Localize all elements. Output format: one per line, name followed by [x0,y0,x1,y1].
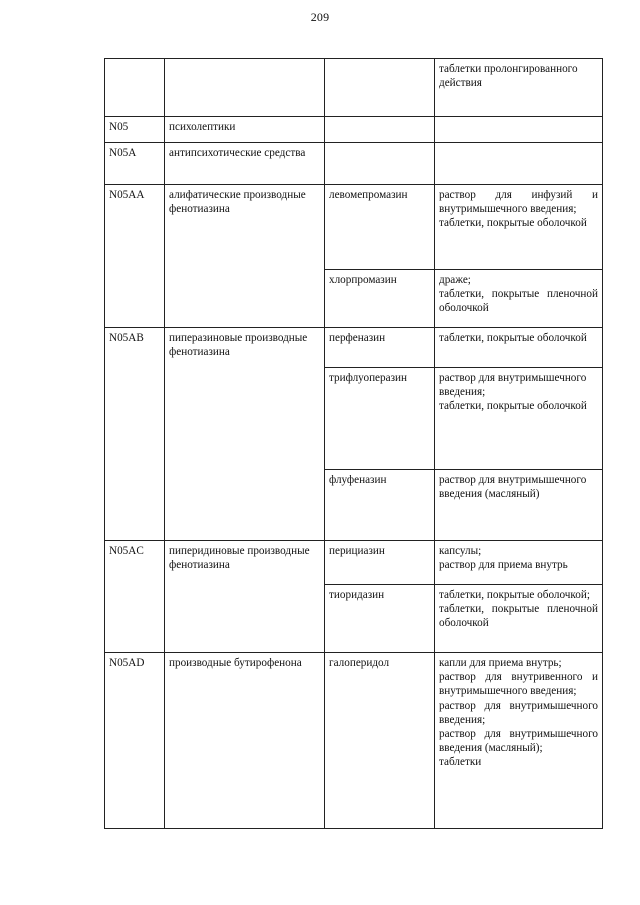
table-row [105,328,603,368]
atc-code-cell: N05A [105,143,165,185]
dosage-form: таблетки, покрытые оболочкой [439,332,587,344]
page-number: 209 [310,10,330,24]
dosage-forms-cell [435,270,603,328]
substance-cell [325,143,435,185]
table-row [105,653,603,829]
dosage-form: раствор для приема внутрь [439,559,568,572]
group-name-cell: психолептики [165,117,325,143]
group-name-cell: производные бутирофенона [165,653,325,829]
dosage-form: раствор для внутримышечного введения; [439,372,587,399]
group-name-cell: пиперидиновые производные фенотиазина [165,541,325,653]
substance-cell: тиоридазин [325,585,435,653]
dosage-form: таблетки, покрытые оболочкой; [439,589,590,601]
dosage-forms-cell [435,541,603,585]
dosage-forms-cell [435,368,603,470]
group-name-cell [165,59,325,117]
substance-cell [325,117,435,143]
substance-cell: хлорпромазин [325,270,435,328]
dosage-forms-cell [435,328,603,368]
atc-code-cell: N05AA [105,185,165,328]
atc-code-cell: N05AB [105,328,165,541]
drug-classification-table [104,58,603,829]
atc-code-cell: N05 [105,117,165,143]
dosage-form: раствор для внутримышечного введения; [439,699,598,726]
dosage-form: таблетки, покрытые пленочной оболочкой [439,603,598,630]
table-row [105,143,603,185]
dosage-form: раствор для внутримышечного введения (масляный); [439,728,598,755]
atc-code-cell [105,59,165,117]
atc-code-cell: N05AD [105,653,165,829]
table-row [105,185,603,270]
group-name-cell: алифатические производные фенотиазина [165,185,325,328]
table-row [105,541,603,585]
dosage-form: таблетки, покрытые оболочкой [439,217,587,230]
substance-cell [325,59,435,117]
dosage-forms-cell [435,653,603,829]
group-name-cell: пиперазиновые производные фенотиазина [165,328,325,541]
substance-cell: перфеназин [325,328,435,368]
dosage-form: раствор для внутримышечного введения (масляный) [439,474,587,501]
substance-cell: галоперидол [325,653,435,829]
dosage-form: таблетки, покрытые пленочной оболочкой [439,288,598,315]
dosage-form: капли для приема внутрь; [439,657,562,669]
dosage-form: капсулы; [439,545,482,557]
dosage-form: драже; [439,274,471,286]
substance-cell: левомепромазин [325,185,435,270]
substance-cell: перициазин [325,541,435,585]
dosage-forms-cell [435,143,603,185]
dosage-forms-cell [435,59,603,117]
table-row [105,59,603,117]
dosage-forms-cell [435,470,603,541]
table-row [105,117,603,143]
dosage-form: раствор для инфузий и внутримышечного введения; [439,189,598,216]
dosage-forms-cell [435,185,603,270]
atc-code-cell: N05AC [105,541,165,653]
group-name-cell: антипсихотические средства [165,143,325,185]
dosage-form: таблетки [439,756,482,769]
dosage-forms-cell [435,585,603,653]
dosage-forms-cell [435,117,603,143]
substance-cell: флуфеназин [325,470,435,541]
dosage-form: раствор для внутривенного и внутримышечного введения; [439,671,598,698]
dosage-form: таблетки пролонгированного действия [439,63,578,90]
substance-cell: трифлуоперазин [325,368,435,470]
dosage-form: таблетки, покрытые оболочкой [439,400,587,413]
